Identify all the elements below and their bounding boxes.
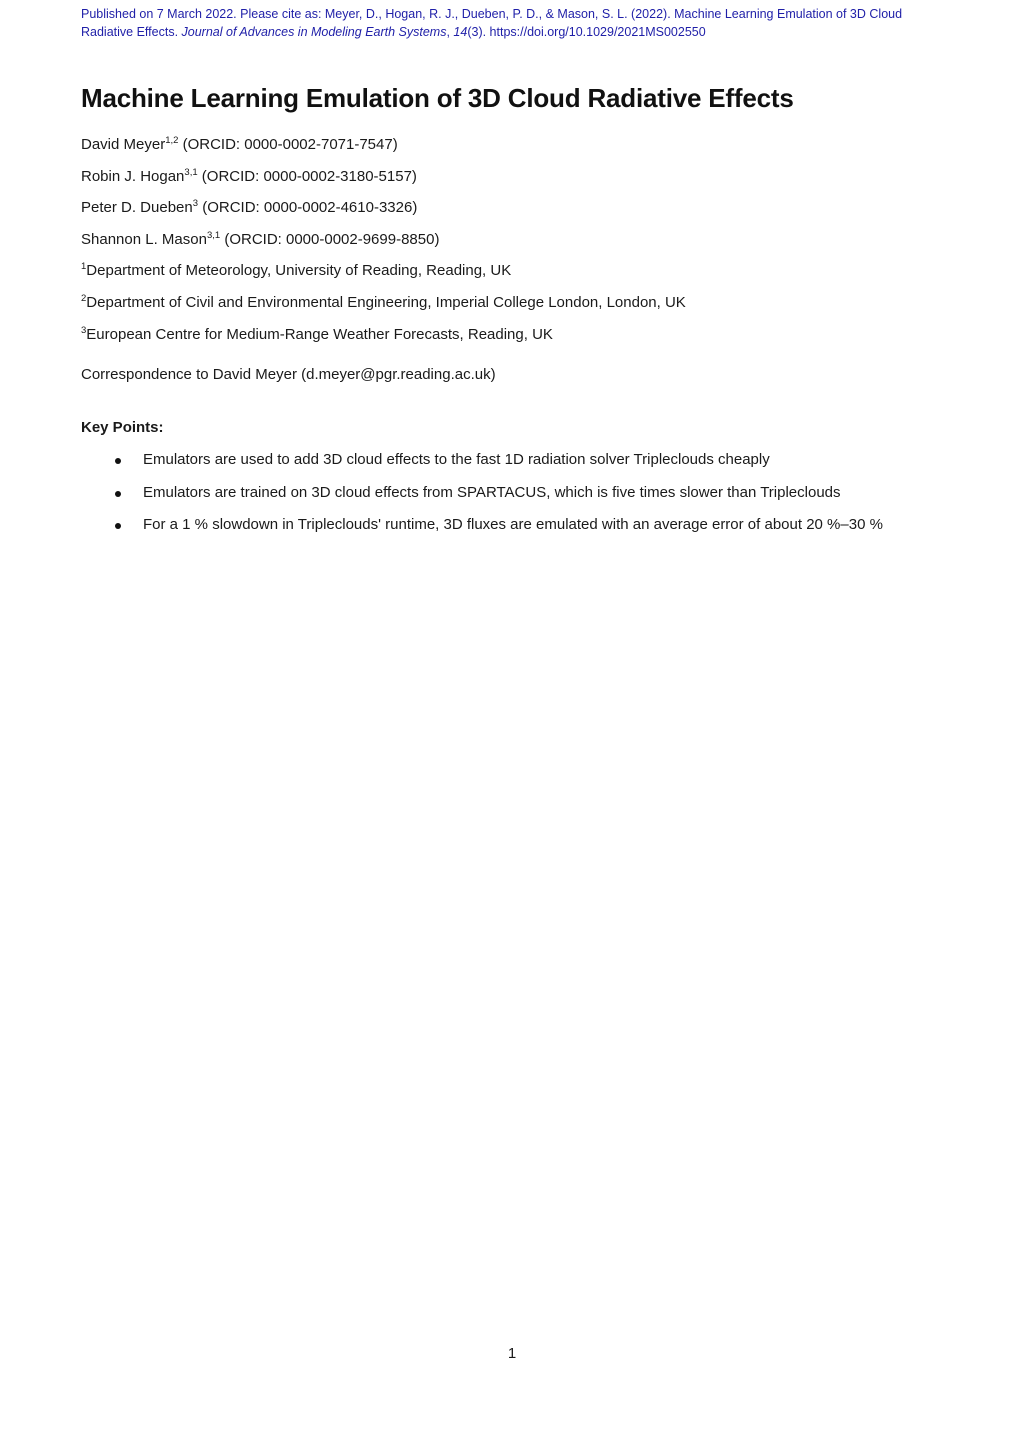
affiliation-line xyxy=(81,293,686,313)
author-affiliation-marker: 1,2 xyxy=(165,135,179,146)
author-affiliation-marker: 3,1 xyxy=(206,230,221,241)
affiliation-number: 3 xyxy=(81,325,87,336)
author-name: Robin J. Hogan xyxy=(81,168,185,185)
bullet-icon xyxy=(115,458,121,464)
affiliation-line xyxy=(81,261,511,281)
correspondence: Correspondence to David Meyer (d.meyer@pgr.reading.ac.uk) xyxy=(81,366,496,383)
citation-prefix: Published on 7 March 2022. Please cite as: Meyer, D., Hogan, R. J., Dueben, P. D., & Mason, S. L. (2022). Machine Learning Emulation of 3D Cloud Radiative Effects. xyxy=(81,7,903,39)
key-point-text: Emulators are trained on 3D cloud effects from SPARTACUS, which is five times slower than Tripleclouds xyxy=(143,484,841,501)
bullet-icon xyxy=(115,491,121,497)
author-orcid: (ORCID: 0000-0002-4610-3326) xyxy=(198,199,418,216)
author-line xyxy=(81,230,439,250)
author-line xyxy=(81,198,417,218)
affiliation-text: Department of Civil and Environmental Engineering, Imperial College London, London, UK xyxy=(86,294,686,311)
affiliation-line xyxy=(81,325,553,345)
key-point-text: Emulators are used to add 3D cloud effects to the fast 1D radiation solver Tripleclouds cheaply xyxy=(143,451,770,468)
author-affiliation-marker: 3 xyxy=(192,198,199,209)
affiliation-number: 2 xyxy=(81,293,87,304)
paper-title: Machine Learning Emulation of 3D Cloud Radiative Effects xyxy=(81,83,794,113)
author-name: Shannon L. Mason xyxy=(81,231,207,248)
affiliation-number: 1 xyxy=(81,261,87,272)
author-name: Peter D. Dueben xyxy=(81,199,193,216)
key-points-heading: Key Points: xyxy=(81,419,164,436)
author-affiliation-marker: 3,1 xyxy=(184,167,198,178)
citation-sep: , xyxy=(446,25,454,39)
affiliation-text: Department of Meteorology, University of Reading, Reading, UK xyxy=(86,262,512,279)
citation-header xyxy=(81,5,941,41)
citation-doi[interactable]: (3). https://doi.org/10.1029/2021MS002550 xyxy=(467,25,706,39)
author-line xyxy=(81,135,398,155)
author-name: David Meyer xyxy=(81,136,166,153)
affiliation-text: European Centre for Medium-Range Weather Forecasts, Reading, UK xyxy=(86,326,553,343)
key-point-text: For a 1 % slowdown in Tripleclouds' runtime, 3D fluxes are emulated with an average error of about 20 %–30 % xyxy=(143,516,883,533)
citation-journal: Journal of Advances in Modeling Earth Systems xyxy=(181,25,447,39)
author-line xyxy=(81,167,417,187)
bullet-icon xyxy=(115,523,121,529)
author-orcid: (ORCID: 0000-0002-9699-8850) xyxy=(220,231,440,248)
page-number: 1 xyxy=(507,1345,517,1362)
citation-volume: 14 xyxy=(453,25,468,39)
author-orcid: (ORCID: 0000-0002-7071-7547) xyxy=(178,136,398,153)
author-orcid: (ORCID: 0000-0002-3180-5157) xyxy=(197,168,417,185)
